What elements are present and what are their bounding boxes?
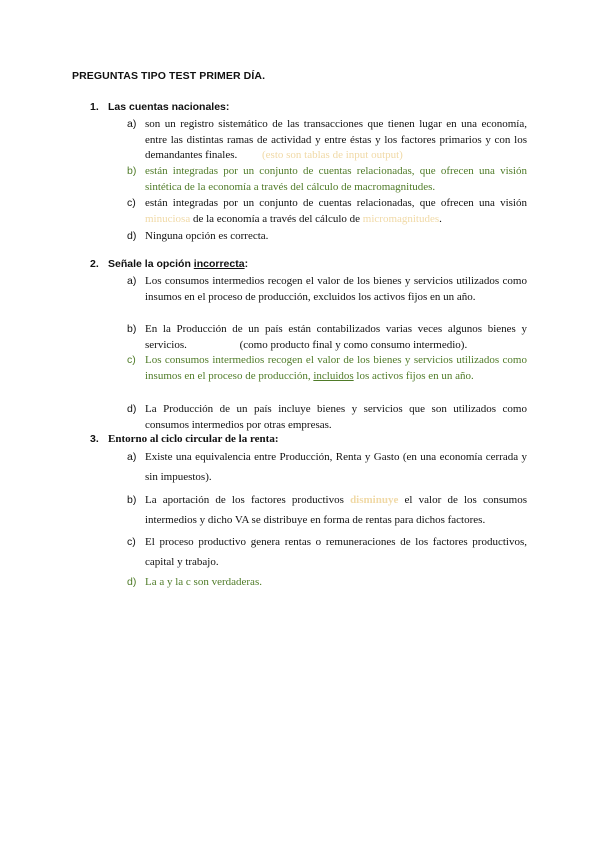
question-3-number: 3. (90, 433, 99, 445)
q1-option-c-faint-word-1: minuciosa (145, 212, 191, 225)
q2-option-d (127, 402, 527, 433)
q1-option-d-label: d) (127, 230, 137, 242)
q2-option-c-underlined-word: incluidos (313, 369, 354, 382)
q1-option-c (127, 196, 527, 227)
q2-option-a (127, 274, 527, 305)
q2-option-c (127, 353, 527, 384)
q2-option-d-text: La Producción de un país incluye bienes y servicios que son utilizados como consumos intermedios por otras empresas. (145, 403, 527, 431)
question-1-title: Las cuentas nacionales: (108, 101, 230, 113)
q2-option-c-text-start: Los consumos intermedios recogen el valor de los bienes y servicios utilizados como insumos en el proceso de producción, (145, 354, 527, 382)
q1-option-b-label: b) (127, 165, 137, 177)
q3-option-d-label: d) (127, 576, 137, 588)
question-1-number: 1. (90, 101, 99, 113)
q2-option-b-parenthetical: (como producto final y como consumo intermedio). (239, 338, 468, 351)
question-3-heading (90, 433, 278, 445)
q1-option-b-text: están integradas por un conjunto de cuentas relacionadas, que ofrecen una visión sintética de la economía a través del cálculo de macromagnitudes. (145, 165, 527, 193)
q3-option-a-text: Existe una equivalencia entre Producción, Renta y Gasto (en una economía cerrada y sin impuestos). (145, 451, 527, 483)
q3-option-b-faint-word: disminuye (350, 494, 399, 506)
q1-option-a-note: (esto son tablas de input output) (262, 149, 403, 161)
q1-option-a-label: a) (127, 118, 137, 130)
q1-option-a (127, 117, 527, 164)
q1-option-b (127, 164, 527, 195)
q3-option-d (127, 572, 527, 592)
q1-option-a-text: son un registro sistemático de las transacciones que tienen lugar en una economía, entre las distintas ramas de actividad y entre éstas y los factores primarios y con los demandantes finales. (145, 118, 527, 161)
q2-option-c-label: c) (127, 354, 136, 366)
q1-option-c-text-mid: de la economía a través del cálculo de (192, 212, 361, 225)
page-title: PREGUNTAS TIPO TEST PRIMER DÍA. (72, 70, 266, 82)
q1-option-c-faint-word-2: micromagnitudes (362, 212, 440, 225)
q1-option-d-text: Ninguna opción es correcta. (145, 230, 269, 242)
q3-option-d-text: La a y la c son verdaderas. (145, 576, 262, 588)
question-2-title-underlined: incorrecta (193, 258, 245, 270)
question-2-title-start: Señale la opción (108, 258, 191, 270)
q3-option-a (127, 447, 527, 487)
question-3-title: Entorno al ciclo circular de la renta: (108, 433, 279, 445)
q3-option-c-label: c) (127, 536, 136, 548)
q2-option-b-label: b) (127, 323, 137, 335)
q1-option-c-text-start: están integradas por un conjunto de cuentas relacionadas, que ofrecen una visión (145, 197, 527, 209)
question-1-heading (90, 101, 229, 113)
q1-option-c-text-end: . (439, 212, 442, 225)
q3-option-b-label: b) (127, 494, 137, 506)
q2-option-b (127, 322, 527, 353)
question-2-number: 2. (90, 258, 99, 270)
q1-option-c-label: c) (127, 197, 136, 209)
question-2-heading (90, 258, 248, 270)
q3-option-c-text: El proceso productivo genera rentas o remuneraciones de los factores productivos, capital y trabajo. (145, 536, 527, 568)
q2-option-a-label: a) (127, 275, 137, 287)
q2-option-a-text: Los consumos intermedios recogen el valor de los bienes y servicios utilizados como insumos en el proceso de producción, excluidos los activos fijos en un año. (145, 275, 527, 303)
question-2-title-end: : (244, 258, 249, 270)
q2-option-d-label: d) (127, 403, 137, 415)
q2-option-b-text: En la Producción de un país están contabilizados varias veces algunos bienes y servicios. (145, 323, 527, 351)
q3-option-c (127, 532, 527, 572)
q3-option-b (127, 490, 527, 530)
q2-option-c-text-end: los activos fijos en un año. (356, 369, 474, 382)
q1-option-d (127, 229, 527, 245)
q3-option-b-text-end: el valor de los consumos intermedios y dicho VA se distribuye en forma de rentas para dichos factores. (145, 494, 528, 526)
q3-option-a-label: a) (127, 451, 137, 463)
q3-option-b-text-start: La aportación de los factores productivos (145, 494, 344, 506)
